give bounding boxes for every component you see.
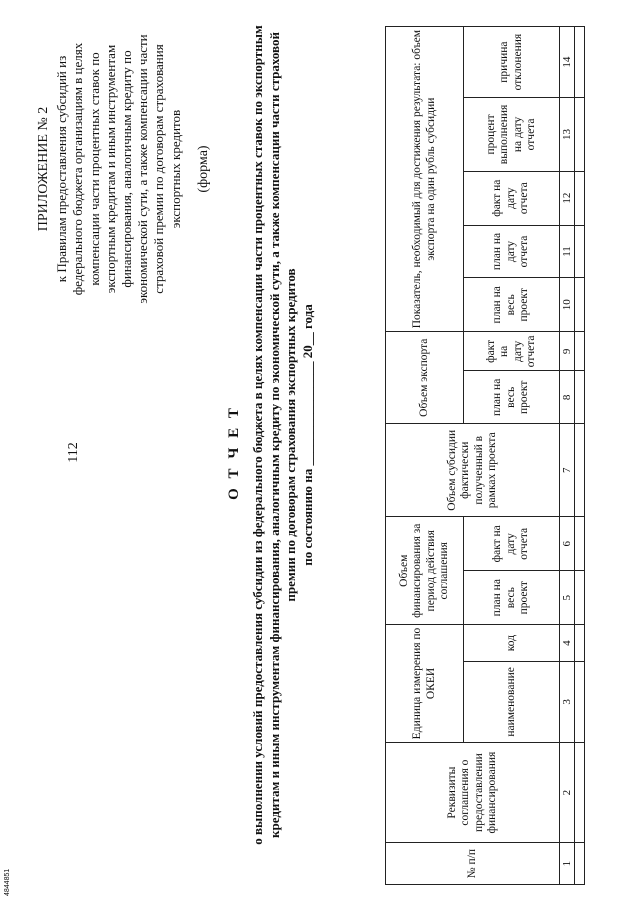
header-unit-name: наименование <box>464 661 560 742</box>
header-ind-reason: причина отклонения <box>464 27 560 98</box>
header-subsidy: Объем субсидии фактически полученный в рамках проекта <box>386 424 560 517</box>
appendix-text: к Правилам предоставления субсидий из федерального бюджета организациям в целях компенсации части процентных ставок по экспортным кредитам и иным инструментам финансирования, аналогичным кредиту по экономической сути, а также компенсации части страховой премии по договорам страхования экспортных кредитов <box>54 34 183 304</box>
header-ind-percent: процент выполнения на дату отчета <box>464 98 560 172</box>
header-exp-fact: факт на дату отчета <box>464 332 560 371</box>
col-number: 4 <box>560 625 575 662</box>
header-ind-fact-date: факт на дату отчета <box>464 171 560 225</box>
header-financing: Объем финансирования за период действия соглашения <box>386 517 464 625</box>
col-number: 12 <box>560 171 575 225</box>
footer-code-wrapper <box>4 836 18 896</box>
header-requisites: Реквизиты соглашения о предоставлении финансирования <box>386 742 560 843</box>
col-number: 7 <box>560 424 575 517</box>
report-title: О Т Ч Е Т <box>226 405 242 500</box>
header-export: Объем экспорта <box>386 332 464 424</box>
header-ind-plan-date: план на дату отчета <box>464 225 560 278</box>
header-unit: Единица измерения по ОКЕИ <box>386 625 464 743</box>
col-number: 14 <box>560 27 575 98</box>
report-description-text: о выполнении условий предоставления субсидии из федерального бюджета в целях компенсации части процентных ставок по экспортным кредитам и иным инструментам финансирования, аналогичным кредиту по экономической сути, а также компенсации части страховой премии по договорам страхования экспортных кредитов <box>250 25 298 845</box>
header-ind-plan-all: план на весь проект <box>464 278 560 332</box>
col-number: 5 <box>560 571 575 625</box>
header-fin-fact: факт на дату отчета <box>464 517 560 571</box>
col-number: 3 <box>560 661 575 742</box>
col-number: 10 <box>560 278 575 332</box>
col-number: 9 <box>560 332 575 371</box>
footer-code: 4844851 <box>4 868 11 896</box>
col-number: 11 <box>560 225 575 278</box>
col-number: 1 <box>560 843 575 885</box>
empty-row <box>575 27 585 885</box>
header-indicator: Показатель, необходимый для достижения результата: объем экспорта на один рубль субсидии <box>386 27 464 332</box>
col-number: 6 <box>560 517 575 571</box>
header-unit-code: код <box>464 625 560 662</box>
col-number: 13 <box>560 98 575 172</box>
column-number-row <box>560 27 575 885</box>
page-number: 112 <box>66 442 81 463</box>
appendix-title: ПРИЛОЖЕНИЕ № 2 <box>36 106 51 232</box>
header-exp-plan: план на весь проект <box>464 371 560 424</box>
col-number: 8 <box>560 371 575 424</box>
form-label: (форма) <box>195 145 211 193</box>
header-no: № п/п <box>386 843 560 885</box>
col-number: 2 <box>560 742 575 843</box>
report-table <box>385 26 585 885</box>
report-description <box>250 25 316 845</box>
appendix-block <box>36 19 212 319</box>
report-as-of: по состоянию на ________________ 20__ года <box>299 304 315 566</box>
header-fin-plan: план на весь проект <box>464 571 560 625</box>
